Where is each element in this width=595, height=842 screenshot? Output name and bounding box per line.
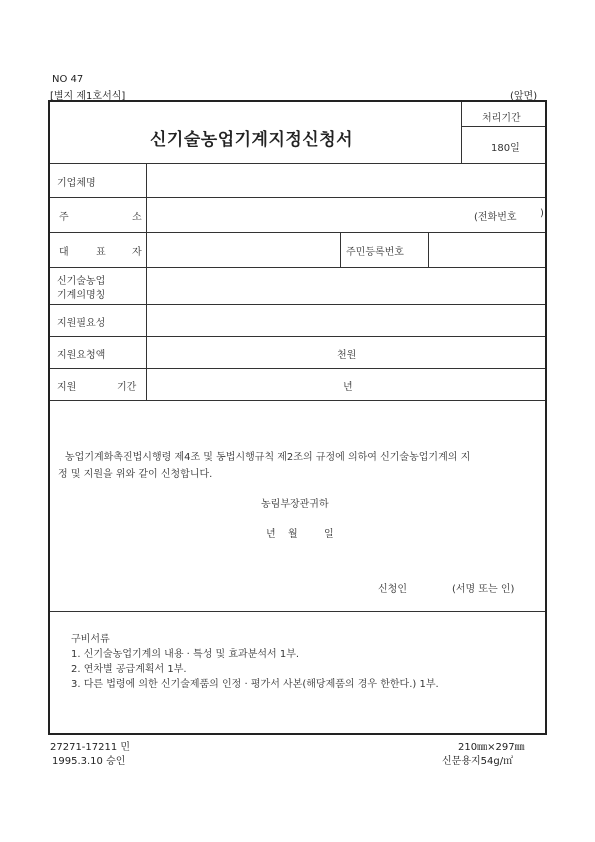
document-item-2: 2. 연차별 공급계획서 1부. xyxy=(71,664,187,675)
applicant-label: 신청인 xyxy=(378,584,407,595)
address-field[interactable] xyxy=(147,198,467,232)
document-item-1: 1. 신기술농업기계의 내용 · 특성 및 효과분석서 1부. xyxy=(71,649,300,660)
representative-label-3: 자 xyxy=(132,247,142,258)
statement-line-1: 농업기계화촉진법시행령 제4조 및 동법시행규칙 제2조의 규정에 의하여 신기술농업기계의 지 xyxy=(65,452,471,463)
form-label: [별지 제1호서식] xyxy=(50,91,126,102)
approval-date: 1995.3.10 승인 xyxy=(52,756,126,767)
representative-field[interactable] xyxy=(147,233,339,267)
company-name-label: 기업체명 xyxy=(57,178,96,189)
processing-period-value: 180일 xyxy=(491,143,520,154)
address-label-2: 소 xyxy=(132,212,142,223)
date-day: 일 xyxy=(324,529,334,540)
support-amount-label: 지원요청액 xyxy=(57,350,106,361)
amount-unit: 천원 xyxy=(337,350,357,361)
machine-name-label-line1: 신기술농업 xyxy=(57,276,106,287)
form-code: 27271-17211 민 xyxy=(50,742,131,753)
support-period-label-1: 지원 xyxy=(57,382,77,393)
date-month: 월 xyxy=(288,529,298,540)
support-need-field[interactable] xyxy=(147,305,547,336)
company-name-field[interactable] xyxy=(147,164,547,197)
support-period-label-2: 기간 xyxy=(117,382,137,393)
documents-heading: 구비서류 xyxy=(71,634,110,645)
support-need-label: 지원필요성 xyxy=(57,318,106,329)
paper-type: 신문용지54g/㎡ xyxy=(442,756,514,767)
period-unit: 년 xyxy=(343,382,353,393)
signature-label: (서명 또는 인) xyxy=(452,584,515,595)
applicant-field[interactable] xyxy=(410,576,448,592)
representative-label-1: 대 xyxy=(59,247,69,258)
machine-name-field[interactable] xyxy=(147,268,547,304)
date-year: 년 xyxy=(266,529,276,540)
address-label-1: 주 xyxy=(59,212,69,223)
resident-number-field[interactable] xyxy=(429,233,547,267)
representative-label-2: 표 xyxy=(96,247,106,258)
phone-close: ) xyxy=(540,208,544,219)
processing-period-label: 처리기간 xyxy=(482,113,521,124)
page-side-label: (앞면) xyxy=(510,91,538,102)
form-title: 신기술농업기계지정신청서 xyxy=(150,130,354,150)
resident-number-label: 주민등록번호 xyxy=(346,247,404,258)
phone-label: (전화번호 xyxy=(474,212,517,223)
recipient: 농림부장관귀하 xyxy=(261,499,329,510)
machine-name-label-line2: 기계의명칭 xyxy=(57,290,106,301)
statement-line-2: 정 및 지원을 위와 같이 신청합니다. xyxy=(58,469,213,480)
form-number: NO 47 xyxy=(52,74,84,85)
document-item-3: 3. 다른 법령에 의한 신기술제품의 인정 · 평가서 사본(해당제품의 경우 한한다.) 1부. xyxy=(71,679,439,690)
application-form xyxy=(48,100,547,735)
paper-size: 210㎜×297㎜ xyxy=(458,742,525,753)
